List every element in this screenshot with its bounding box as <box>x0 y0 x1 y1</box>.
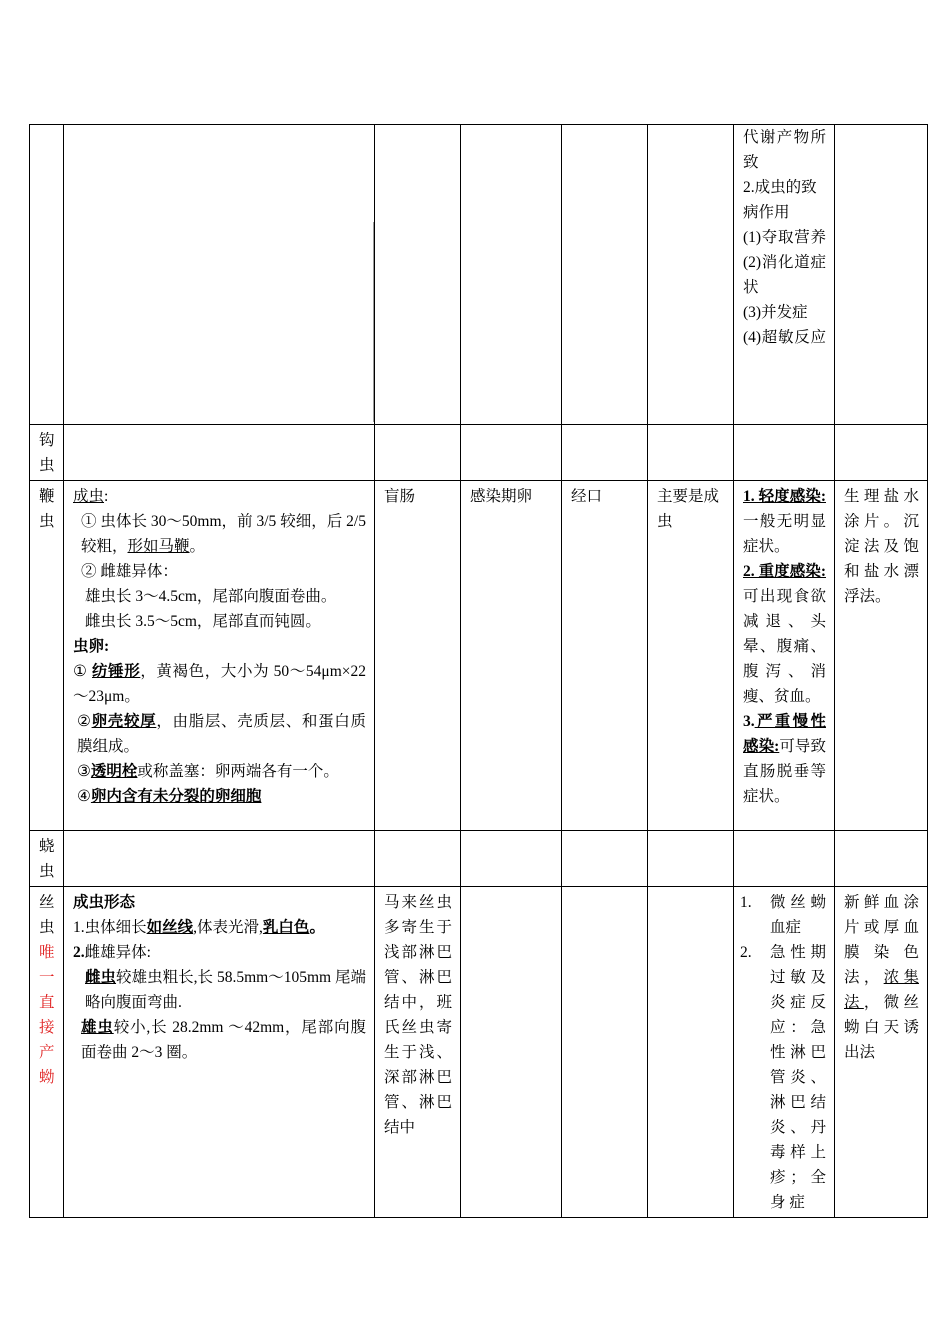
morph-point-1: 1.虫体细长如丝线,体表光滑,乳白色。 <box>73 919 325 936</box>
pathogenesis-line: (4)超敏反应 <box>743 329 826 346</box>
cell-diagnosis <box>835 831 928 887</box>
filaria-name: 丝虫 <box>39 894 55 936</box>
table-row-continuation <box>30 125 928 425</box>
cell-infective-stage <box>461 425 562 481</box>
cell-morphology <box>64 481 375 831</box>
cell-diagnosis: 新鲜血涂片或厚血膜染色法，浓集法，微丝蚴白天诱出法 <box>835 887 928 1218</box>
morph-male: 雄虫较小,长 28.2mm ～42mm，尾部向腹面卷曲 2～3 圈。 <box>81 1019 366 1061</box>
cell-pathogenesis <box>734 887 835 1218</box>
pathogenesis-line: (2)消化道症状 <box>743 254 826 296</box>
list-item: 2. 急性期过敏及炎症反应：急性淋巴管炎、淋巴结炎、丹毒样上疹；全身 症 <box>740 944 826 1211</box>
cell-habitat: 盲肠 <box>375 481 461 831</box>
egg-point-2: ②卵壳较厚，由脂层、壳质层、和蛋白质膜组成。 <box>77 713 366 755</box>
cell-route <box>562 831 648 887</box>
cell-habitat <box>375 125 461 425</box>
cell-habitat: 马来丝虫多寄生于浅部淋巴管、淋巴结中，班氏丝虫寄生于浅、深部淋巴管、淋巴结中 <box>375 887 461 1218</box>
cell-infective-stage <box>461 125 562 425</box>
egg-point-1: ① 纺锤形，黄褐色，大小为 50～54μm×22～23μm。 <box>73 663 366 705</box>
cell-name: 钩虫 <box>30 425 64 481</box>
cell-pathogenesis <box>734 481 835 831</box>
table-row-pinworm <box>30 831 928 887</box>
cell-pathogenic-stage: 主要是成虫 <box>648 481 734 831</box>
cell-pathogenic-stage <box>648 425 734 481</box>
cell-route <box>562 887 648 1218</box>
adult-female: 雌虫长 3.5～5cm，尾部直而钝圆。 <box>85 613 321 630</box>
pathogenesis-line: (1)夺取营养 <box>743 229 826 246</box>
cell-morphology <box>64 831 375 887</box>
cell-infective-stage: 感染期卵 <box>461 481 562 831</box>
cell-pathogenic-stage <box>648 831 734 887</box>
egg-point-3: ③透明栓或称盖塞：卵两端各有一个。 <box>77 763 339 780</box>
cell-route: 经口 <box>562 481 648 831</box>
cell-infective-stage <box>461 887 562 1218</box>
morph-heading: 成虫形态 <box>73 894 136 911</box>
cell-pathogenesis <box>734 831 835 887</box>
cell-name: 鞭虫 <box>30 481 64 831</box>
egg-point-4: ④卵内含有未分裂的卵细胞 <box>77 788 262 805</box>
cell-diagnosis: 生理盐水涂片。沉淀法及饱和盐水漂浮法。 <box>835 481 928 831</box>
pathogenesis-line: (3)并发症 <box>743 304 808 321</box>
cell-diagnosis <box>835 125 928 425</box>
cell-habitat <box>375 831 461 887</box>
morph-point-2: 2.雌雄异体: <box>73 944 151 961</box>
cell-morphology <box>64 125 375 425</box>
table-row-hookworm <box>30 425 928 481</box>
parasite-table <box>29 124 928 1218</box>
table-row-filaria <box>30 887 928 1218</box>
cell-name <box>30 125 64 425</box>
cell-pathogenic-stage <box>648 125 734 425</box>
cell-morphology <box>64 425 375 481</box>
cell-infective-stage <box>461 831 562 887</box>
cell-pathogenesis <box>734 125 835 425</box>
egg-heading: 虫卵: <box>73 638 110 655</box>
morph-female: 雌虫较雄虫粗长,长 58.5mm～105mm 尾端略向腹面弯曲. <box>85 969 366 1011</box>
adult-point-1: ① 虫体长 30～50mm，前 3/5 较细，后 2/5 较粗，形如马鞭。 <box>81 513 366 555</box>
adult-male: 雄虫长 3～4.5cm，尾部向腹面卷曲。 <box>85 588 337 605</box>
cell-habitat <box>375 425 461 481</box>
cell-pathogenesis <box>734 425 835 481</box>
cell-name: 蛲虫 <box>30 831 64 887</box>
adult-point-2: ② 雌雄异体： <box>81 563 178 580</box>
cell-diagnosis <box>835 425 928 481</box>
pathogenesis-line: 代谢产物所致 <box>743 129 826 171</box>
pathogenesis-mild: 1. 轻度感染:一般无明显症状。 <box>743 488 826 555</box>
pathogenesis-severe: 2. 重度感染:可出现食欲减退、头晕、腹痛、腹泻、消瘦、贫血。 <box>743 563 826 705</box>
cell-pathogenic-stage <box>648 887 734 1218</box>
list-item: 1. 微丝蚴血症 <box>740 894 826 936</box>
pathogenesis-line: 2.成虫的致病作用 <box>743 179 817 221</box>
stray-divider-line <box>373 222 374 422</box>
filaria-pathogenesis-list <box>740 890 826 1215</box>
pathogenesis-chronic: 3.严重慢性感染:可导致直肠脱垂等症状。 <box>743 713 826 805</box>
cell-route <box>562 125 648 425</box>
filaria-note: 唯一直接产蚴 <box>39 944 55 1086</box>
cell-morphology <box>64 887 375 1218</box>
adult-heading: 成虫: <box>73 488 109 505</box>
cell-route <box>562 425 648 481</box>
table-row-whipworm <box>30 481 928 831</box>
cell-name <box>30 887 64 1218</box>
